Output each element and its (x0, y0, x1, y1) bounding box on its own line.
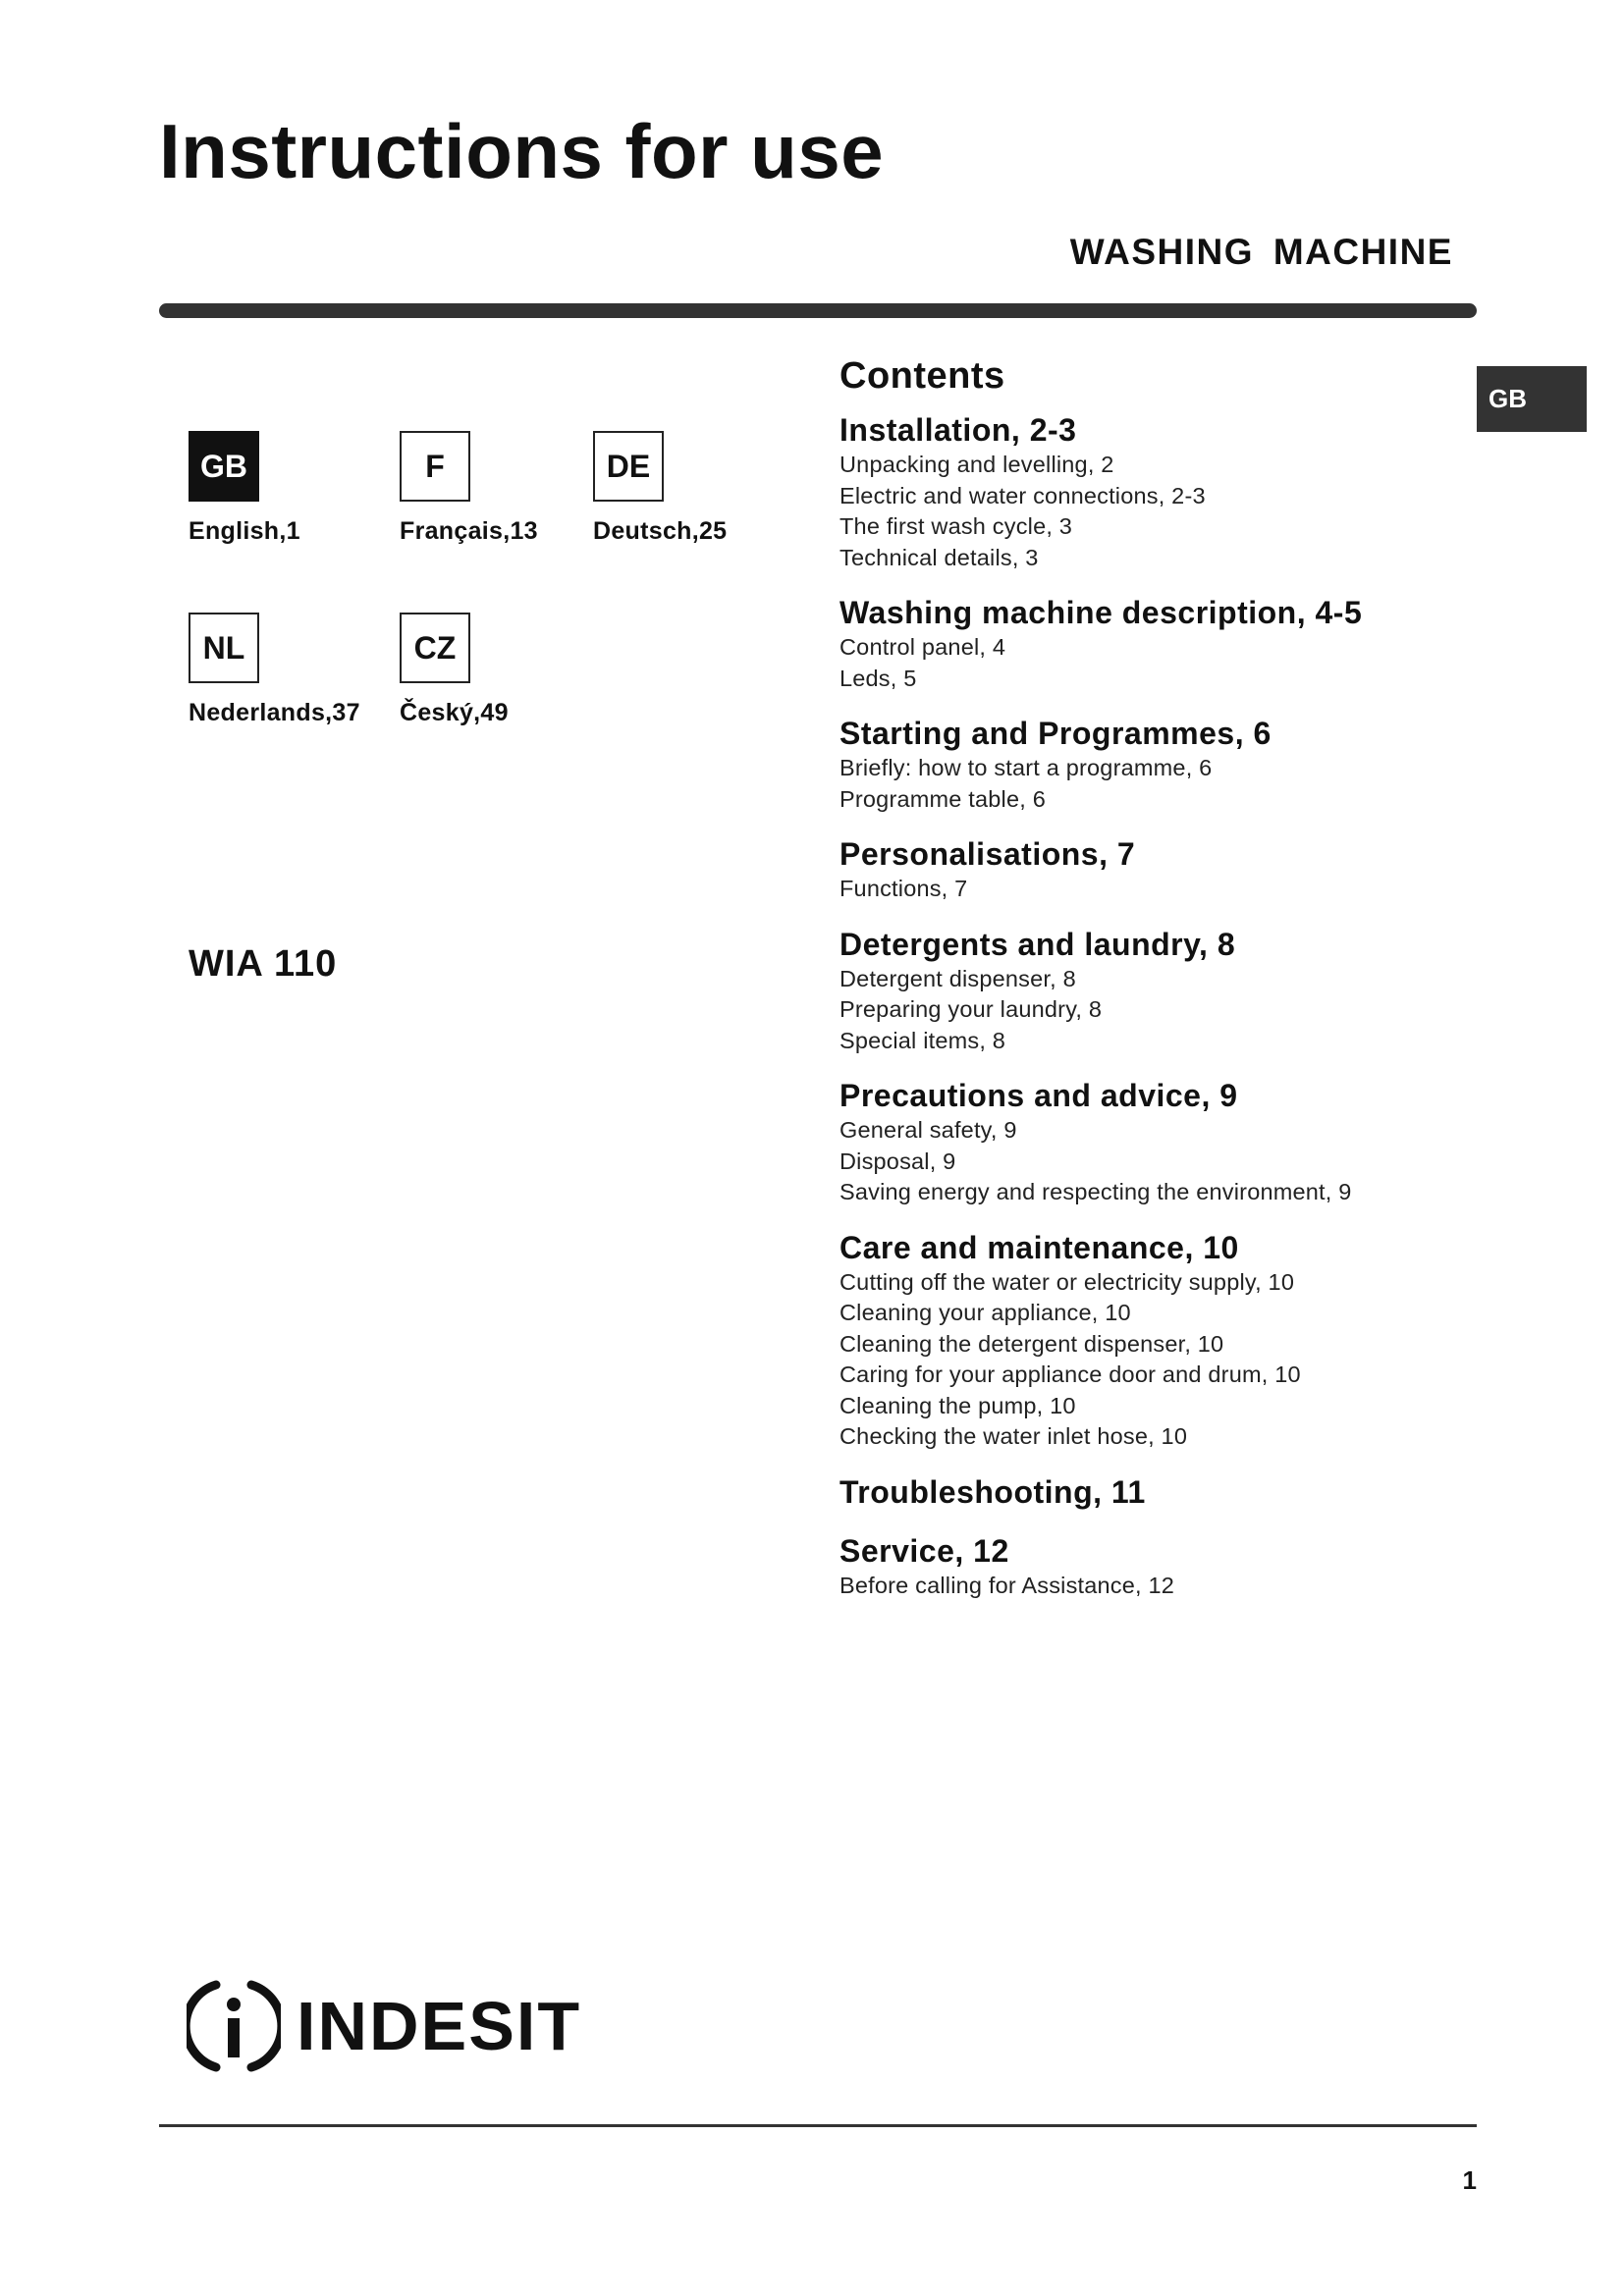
contents-heading: Contents (839, 355, 1005, 397)
toc-item[interactable]: Saving energy and respecting the environment, 9 (839, 1179, 1352, 1204)
toc-item[interactable]: Electric and water connections, 2-3 (839, 482, 1206, 508)
footer-rule (159, 2124, 1477, 2127)
toc-item[interactable]: Cutting off the water or electricity supply, 10 (839, 1268, 1295, 1295)
toc-item[interactable]: Special items, 8 (839, 1027, 1006, 1053)
toc-section-title[interactable]: Service, 12 (839, 1532, 1009, 1569)
toc-item[interactable]: Preparing your laundry, 8 (839, 996, 1103, 1022)
toc-section-precautions (839, 1076, 1468, 1208)
toc-section-title[interactable]: Washing machine description, 4-5 (839, 595, 1363, 630)
product-type: WASHING MACHINE (1069, 232, 1453, 272)
toc-section-title[interactable]: Precautions and advice, 9 (839, 1078, 1238, 1113)
table-of-contents (839, 353, 1468, 1621)
indesit-i-circle-icon (187, 1977, 281, 2075)
toc-section-personalisations (839, 834, 1468, 905)
toc-section-title[interactable]: Troubleshooting, 11 (839, 1473, 1146, 1510)
language-code-box: GB (189, 431, 259, 502)
language-code-box: CZ (400, 613, 470, 683)
toc-item[interactable]: General safety, 9 (839, 1117, 1017, 1143)
language-label: English,1 (189, 517, 300, 545)
toc-item[interactable]: Functions, 7 (839, 876, 968, 901)
language-code-box: DE (593, 431, 664, 502)
toc-item[interactable]: Technical details, 3 (839, 544, 1039, 570)
toc-item[interactable]: Caring for your appliance door and drum, 10 (839, 1362, 1301, 1387)
toc-item[interactable]: Control panel, 4 (839, 634, 1006, 660)
toc-section-care (839, 1228, 1468, 1453)
toc-section-service (839, 1531, 1468, 1602)
toc-item[interactable]: Detergent dispenser, 8 (839, 965, 1076, 991)
toc-item[interactable]: Before calling for Assistance, 12 (839, 1572, 1175, 1598)
language-label: Nederlands,37 (189, 699, 360, 726)
language-code-box: F (400, 431, 470, 502)
toc-item[interactable]: Leds, 5 (839, 665, 917, 691)
toc-section-description (839, 593, 1468, 694)
toc-item[interactable]: Checking the water inlet hose, 10 (839, 1423, 1188, 1449)
language-side-tab: GB (1477, 366, 1587, 432)
toc-item[interactable]: Programme table, 6 (839, 785, 1046, 812)
toc-section-title[interactable]: Detergents and laundry, 8 (839, 926, 1236, 962)
model-number: WIA 110 (189, 943, 338, 985)
toc-section-title[interactable]: Personalisations, 7 (839, 836, 1136, 872)
toc-item[interactable]: Cleaning the pump, 10 (839, 1392, 1076, 1418)
toc-section-title[interactable]: Starting and Programmes, 6 (839, 716, 1272, 751)
toc-section-title[interactable]: Installation, 2-3 (839, 412, 1077, 448)
page-title: Instructions for use (159, 108, 885, 194)
language-label: Deutsch,25 (593, 517, 728, 545)
language-code-box: NL (189, 613, 259, 683)
language-label: Français,13 (400, 517, 538, 545)
toc-section-title[interactable]: Care and maintenance, 10 (839, 1229, 1239, 1265)
toc-section-troubleshooting (839, 1472, 1468, 1512)
language-label: Český,49 (400, 699, 509, 726)
toc-item[interactable]: Cleaning the detergent dispenser, 10 (839, 1330, 1224, 1357)
toc-section-detergents (839, 925, 1468, 1057)
brand-wordmark: INDESIT (297, 1988, 582, 2064)
toc-section-installation (839, 410, 1468, 573)
toc-item[interactable]: Disposal, 9 (839, 1148, 956, 1174)
header-rule (159, 303, 1477, 318)
toc-item[interactable]: The first wash cycle, 3 (839, 513, 1073, 539)
toc-item[interactable]: Briefly: how to start a programme, 6 (839, 755, 1213, 780)
toc-item[interactable]: Cleaning your appliance, 10 (839, 1300, 1131, 1325)
toc-section-programmes (839, 714, 1468, 815)
toc-item[interactable]: Unpacking and levelling, 2 (839, 452, 1114, 477)
brand-logo (187, 1977, 581, 2075)
page-number: 1 (1462, 2165, 1477, 2195)
